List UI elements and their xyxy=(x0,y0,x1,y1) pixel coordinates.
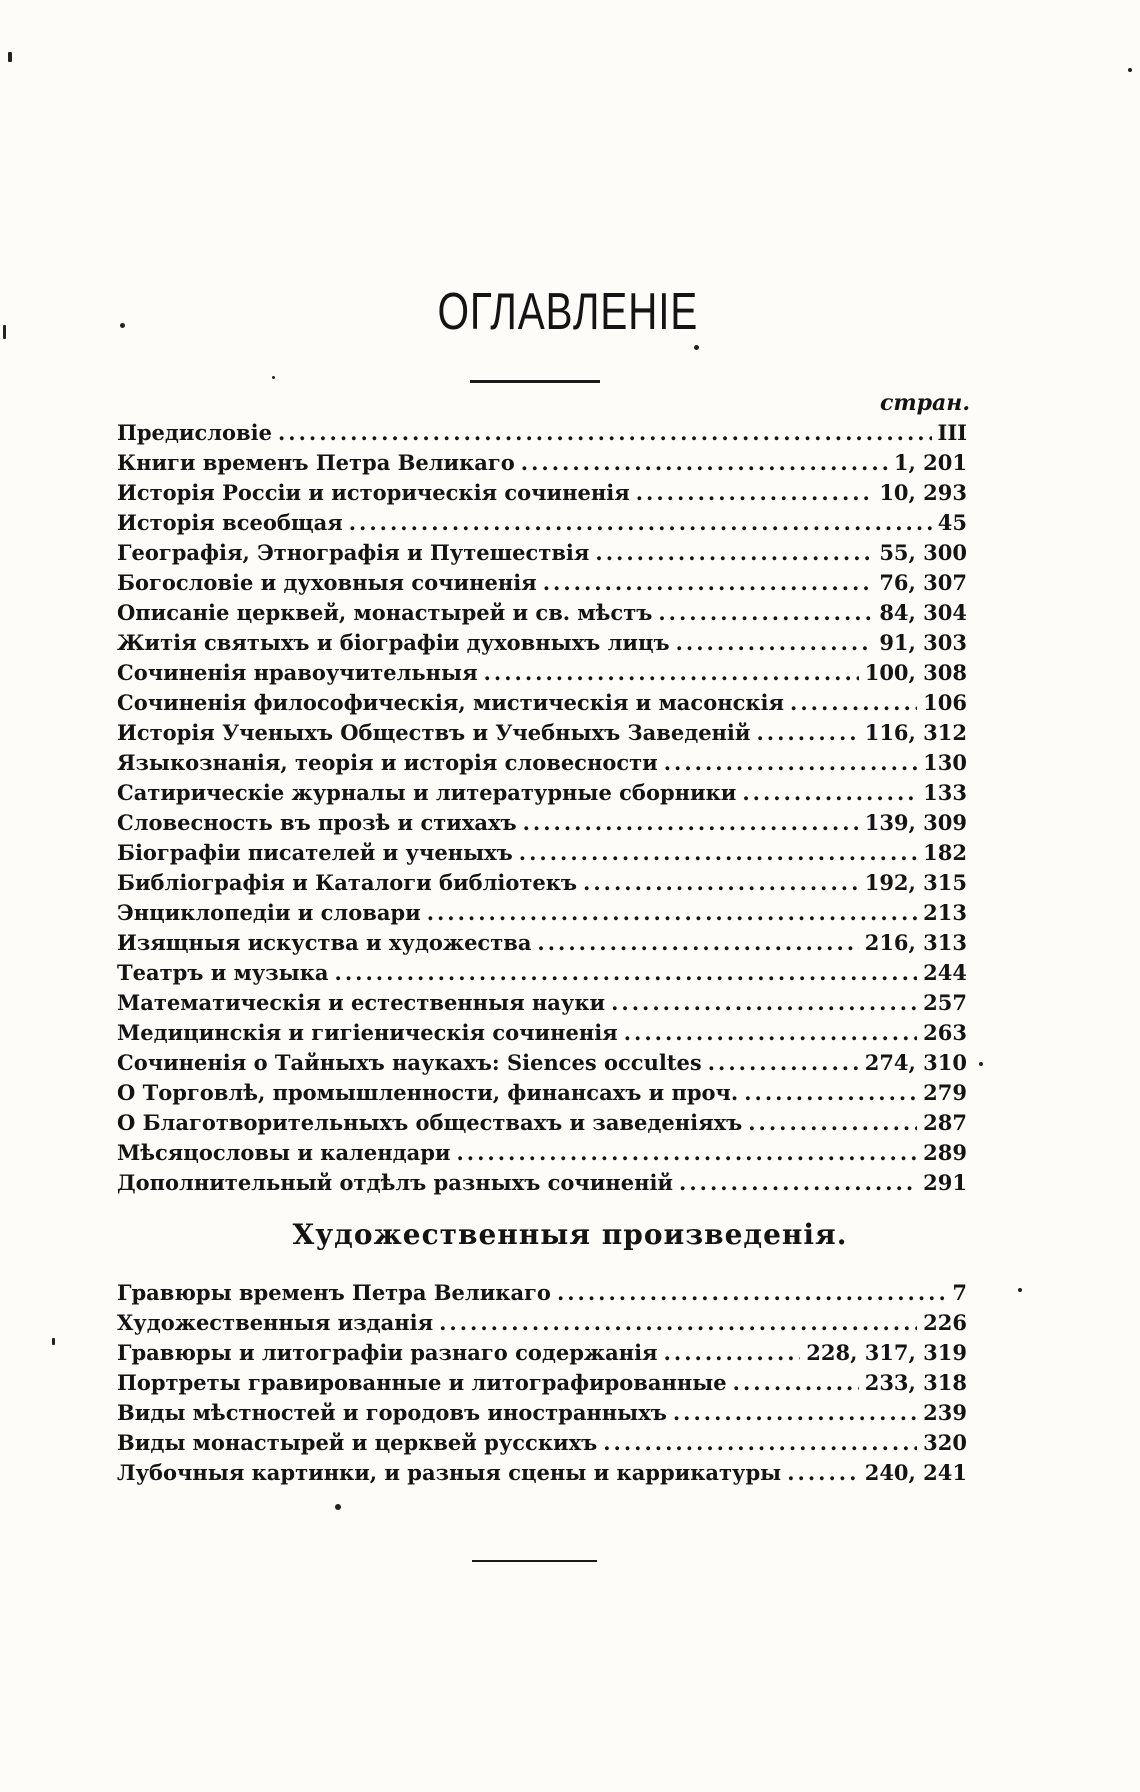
dot-leader xyxy=(523,808,859,838)
scan-speck xyxy=(694,345,699,350)
title-underline xyxy=(470,380,600,383)
toc-entry-label: Исторія Россіи и историческія сочиненія xyxy=(117,480,630,505)
toc-entry xyxy=(117,418,967,448)
toc-entry xyxy=(117,1308,967,1338)
scan-speck xyxy=(3,325,6,339)
pages-column-header: стран. xyxy=(880,390,971,416)
scan-speck xyxy=(120,323,125,328)
toc-entry xyxy=(117,1278,967,1308)
toc-entry xyxy=(117,538,967,568)
dot-leader xyxy=(603,1428,917,1458)
toc-entry-label: Изящныя искуства и художества xyxy=(117,930,532,955)
toc-entry-label: Энциклопедіи и словари xyxy=(117,900,421,925)
toc-entry-label: Гравюры и литографіи разнаго содержанія xyxy=(117,1340,658,1365)
toc-entry-pages: 130 xyxy=(923,750,967,775)
dot-leader xyxy=(733,1368,859,1398)
toc-entry-label: Книги временъ Петра Великаго xyxy=(117,450,515,475)
toc-entry-label: Сатирическіе журналы и литературные сборники xyxy=(117,780,737,805)
toc-entry-pages: 320 xyxy=(923,1430,967,1455)
dot-leader xyxy=(427,898,917,928)
toc-entry xyxy=(117,448,967,478)
toc-entry xyxy=(117,718,967,748)
dot-leader xyxy=(557,1278,946,1308)
toc-entry-pages: 7 xyxy=(952,1280,967,1305)
toc-entry-label: Сочиненія философическія, мистическія и масонскія xyxy=(117,690,785,715)
toc-entry-pages: 244 xyxy=(923,960,967,985)
toc-entry-pages: 239 xyxy=(923,1400,967,1425)
toc-entry-label: О Благотворительныхъ обществахъ и заведеніяхъ xyxy=(117,1110,743,1135)
dot-leader xyxy=(658,598,873,628)
toc-entry-pages: 100, 308 xyxy=(864,660,967,685)
toc-entry-label: Виды мѣстностей и городовъ иностранныхъ xyxy=(117,1400,667,1425)
page-title: ОГЛАВЛЕНІЕ xyxy=(437,283,699,341)
toc-entry-pages: 91, 303 xyxy=(879,630,967,655)
toc-entry xyxy=(117,1018,967,1048)
toc-entry xyxy=(117,478,967,508)
dot-leader xyxy=(787,1458,858,1488)
toc-entry xyxy=(117,838,967,868)
toc-entry xyxy=(117,568,967,598)
toc-entry xyxy=(117,868,967,898)
art-section-heading: Художественныя произведенія. xyxy=(292,1218,848,1251)
toc-entry xyxy=(117,958,967,988)
scan-speck xyxy=(1128,68,1132,72)
toc-entry-pages: 279 xyxy=(923,1080,967,1105)
dot-leader xyxy=(664,1338,801,1368)
dot-leader xyxy=(744,1078,917,1108)
toc-entry-label: Исторія всеобщая xyxy=(117,510,343,535)
toc-entry-pages: 139, 309 xyxy=(864,810,967,835)
toc-entry-label: Словесность въ прозѣ и стихахъ xyxy=(117,810,517,835)
toc-entry-label: Житія святыхъ и біографіи духовныхъ лицъ xyxy=(117,630,670,655)
toc-entry xyxy=(117,688,967,718)
dot-leader xyxy=(679,1168,917,1198)
toc-entry-label: Медицинскія и гигіеническія сочиненія xyxy=(117,1020,618,1045)
toc-entry-label: Богословіе и духовныя сочиненія xyxy=(117,570,537,595)
toc-entry xyxy=(117,1078,967,1108)
toc-entry-pages: 182 xyxy=(923,840,967,865)
toc-entry xyxy=(117,808,967,838)
toc-entry-pages: 274, 310 xyxy=(864,1050,967,1075)
toc-entry-pages: 10, 293 xyxy=(879,480,967,505)
toc-entry-label: Описаніе церквей, монастырей и св. мѣстъ xyxy=(117,600,653,625)
toc-entry-label: Дополнительный отдѣлъ разныхъ сочиненій xyxy=(117,1170,674,1195)
toc-entry-pages: III xyxy=(937,420,967,445)
dot-leader xyxy=(519,838,917,868)
toc-entry xyxy=(117,1138,967,1168)
dot-leader xyxy=(756,718,858,748)
toc-entry-label: Сочиненія нравоучительныя xyxy=(117,660,478,685)
toc-entry-label: Портреты гравированные и литографированные xyxy=(117,1370,727,1395)
dot-leader xyxy=(708,1048,859,1078)
toc-entry xyxy=(117,928,967,958)
toc-entry-pages: 233, 318 xyxy=(864,1370,967,1395)
scan-speck xyxy=(335,1504,341,1510)
toc-entry-pages: 213 xyxy=(923,900,967,925)
toc-entry-label: Театръ и музыка xyxy=(117,960,329,985)
toc-entry-pages: 240, 241 xyxy=(864,1460,967,1485)
toc-entry-label: Предисловіе xyxy=(117,420,272,445)
dot-leader xyxy=(664,748,917,778)
toc-entry-label: Біографіи писателей и ученыхъ xyxy=(117,840,513,865)
dot-leader xyxy=(673,1398,917,1428)
toc-entry-pages: 55, 300 xyxy=(879,540,967,565)
dot-leader xyxy=(439,1308,917,1338)
dot-leader xyxy=(676,628,874,658)
toc-entry-pages: 133 xyxy=(923,780,967,805)
toc-entry xyxy=(117,508,967,538)
scan-speck xyxy=(979,1062,983,1066)
toc-entry-label: Математическія и естественныя науки xyxy=(117,990,606,1015)
toc-entry-pages: 287 xyxy=(923,1110,967,1135)
toc-entry-label: Исторія Ученыхъ Обществъ и Учебныхъ Заведеній xyxy=(117,720,751,745)
toc-entry-label: Библіографія и Каталоги библіотекъ xyxy=(117,870,578,895)
dot-leader xyxy=(521,448,888,478)
dot-leader xyxy=(537,928,858,958)
toc-entry xyxy=(117,1338,967,1368)
toc-entry-pages: 84, 304 xyxy=(879,600,967,625)
toc-entry-label: Мѣсяцословы и календари xyxy=(117,1140,451,1165)
toc-entry xyxy=(117,1398,967,1428)
dot-leader xyxy=(636,478,874,508)
toc-entry xyxy=(117,1368,967,1398)
toc-entry xyxy=(117,1428,967,1458)
toc-entry-label: Языкознанія, теорія и исторія словесности xyxy=(117,750,658,775)
dot-leader xyxy=(456,1138,917,1168)
toc-entry xyxy=(117,598,967,628)
dot-leader xyxy=(790,688,917,718)
toc-entry-label: Виды монастырей и церквей русскихъ xyxy=(117,1430,598,1455)
toc-entry xyxy=(117,898,967,928)
scan-speck xyxy=(8,52,12,62)
toc-entry-pages: 45 xyxy=(937,510,967,535)
dot-leader xyxy=(611,988,917,1018)
toc-entry-pages: 76, 307 xyxy=(879,570,967,595)
toc-entry-label: Гравюры временъ Петра Великаго xyxy=(117,1280,551,1305)
dot-leader xyxy=(278,418,932,448)
closing-rule xyxy=(472,1560,597,1562)
toc-entry-label: Географія, Этнографія и Путешествія xyxy=(117,540,590,565)
toc-entry-pages: 106 xyxy=(923,690,967,715)
toc-entry xyxy=(117,778,967,808)
toc-entry xyxy=(117,1108,967,1138)
toc-entry-label: Художественныя изданія xyxy=(117,1310,434,1335)
dot-leader xyxy=(349,508,932,538)
toc-entry xyxy=(117,748,967,778)
toc-entry-pages: 1, 201 xyxy=(893,450,967,475)
dot-leader xyxy=(742,778,917,808)
dot-leader xyxy=(595,538,873,568)
toc-entry-pages: 263 xyxy=(923,1020,967,1045)
toc-entry-pages: 192, 315 xyxy=(864,870,967,895)
toc-entry-label: Лубочныя картинки, и разныя сцены и каррикатуры xyxy=(117,1460,782,1485)
toc-entry-pages: 116, 312 xyxy=(864,720,967,745)
scan-speck xyxy=(52,1338,55,1345)
toc-entry xyxy=(117,1048,967,1078)
dot-leader xyxy=(583,868,859,898)
toc-entry-pages: 289 xyxy=(923,1140,967,1165)
toc-entry-label: Сочиненія о Тайныхъ наукахъ: Siences occultes xyxy=(117,1050,702,1075)
toc-entry-pages: 291 xyxy=(923,1170,967,1195)
toc-entry xyxy=(117,1458,967,1488)
toc-entry-pages: 226 xyxy=(923,1310,967,1335)
art-table-of-contents xyxy=(117,1278,967,1488)
dot-leader xyxy=(335,958,918,988)
toc-entry-label: О Торговлѣ, промышленности, финансахъ и проч. xyxy=(117,1080,739,1105)
dot-leader xyxy=(484,658,859,688)
dot-leader xyxy=(624,1018,917,1048)
toc-entry xyxy=(117,628,967,658)
scan-speck xyxy=(272,376,275,379)
toc-entry xyxy=(117,658,967,688)
table-of-contents xyxy=(117,418,967,1198)
toc-entry-pages: 257 xyxy=(923,990,967,1015)
toc-entry xyxy=(117,988,967,1018)
scan-speck xyxy=(1018,1288,1022,1292)
dot-leader xyxy=(543,568,874,598)
dot-leader xyxy=(748,1108,917,1138)
toc-entry xyxy=(117,1168,967,1198)
toc-entry-pages: 228, 317, 319 xyxy=(806,1340,967,1365)
toc-entry-pages: 216, 313 xyxy=(864,930,967,955)
